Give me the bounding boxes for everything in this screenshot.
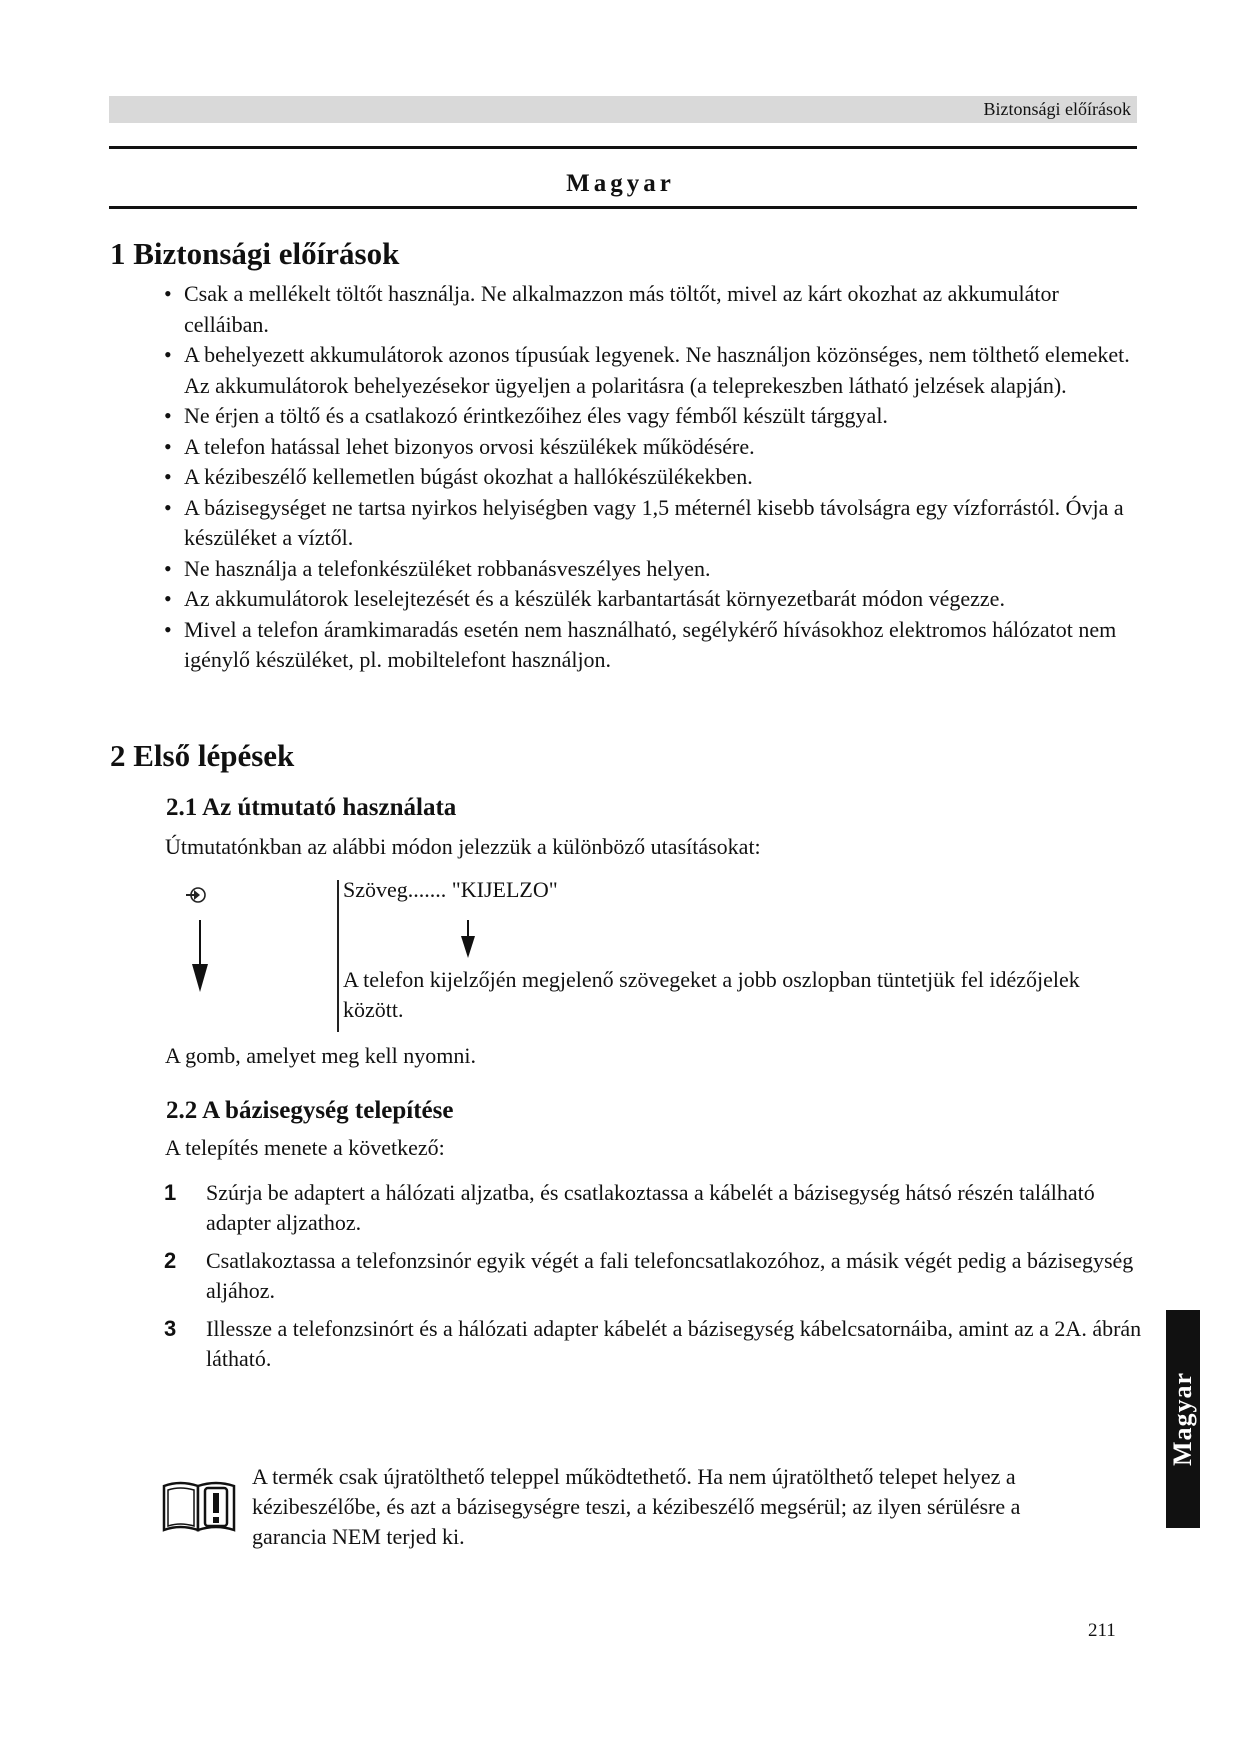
install-intro: A telepítés menete a következő: [165, 1135, 445, 1160]
list-item: • A behelyezett akkumulátorok azonos típusúak legyenek. Ne használjon közönséges, nem tölthető elemeket. Az akkumulátorok behelyezésekor ügyeljen a polaritásra (a teleprekeszben látható jelzések alapján). [164, 342, 1130, 398]
list-item: 1 Szúrja be adaptert a hálózati aljzatba, és csatlakoztassa a kábelét a bázisegység hátsó részén található adapter aljzathoz. [164, 1180, 1095, 1235]
list-item: • Az akkumulátorok leselejtezését és a készülék karbantartását környezetbarát módon végezze. [164, 586, 1005, 611]
guide-intro: Útmutatónkban az alábbi módon jelezzük a különböző utasításokat: [165, 834, 761, 859]
page-number: 211 [1088, 1620, 1116, 1641]
button-description: A gomb, amelyet meg kell nyomni. [165, 1043, 477, 1068]
list-item: • A bázisegységet ne tartsa nyirkos helyiségben vagy 1,5 méternél kisebb távolságra egy vízforrástól. Óvja a készüléket a víztől. [164, 494, 1124, 550]
language-title: Magyar [566, 170, 675, 197]
down-arrow-icon [460, 920, 476, 958]
section2-heading: 2 Első lépések [110, 738, 295, 773]
side-language-tab: Magyar [1166, 1310, 1200, 1528]
list-item: • Mivel a telefon áramkimaradás esetén nem használható, segélykérő hívásokhoz elektromos hálózatot nem igénylő készüléket, pl. mobiltelefont használjon. [164, 616, 1117, 672]
column-divider [337, 880, 339, 1032]
warning-note: A termék csak újratölthető teleppel működtethető. Ha nem újratölthető telepet helyez a kézibeszélőbe, és azt a bázisegységre teszi, a kézibeszélő megsérül; az ilyen sérülésre a garancia NEM terjed ki. [252, 1464, 1021, 1549]
list-item: 3 Illessze a telefonzsinórt és a hálózati adapter kábelét a bázisegység kábelcsatornáiba, amint az a 2A. ábrán látható. [164, 1316, 1142, 1371]
running-header-title: Biztonsági előírások [983, 99, 1131, 119]
header-rule-bottom [109, 206, 1137, 209]
list-item: • Ne használja a telefonkészüléket robbanásveszélyes helyen. [164, 555, 711, 581]
list-item: • Ne érjen a töltő és a csatlakozó érintkezőihez éles vagy fémből készült tárggyal. [164, 403, 888, 428]
display-description: A telefon kijelzőjén megjelenő szövegeket a jobb oszlopban tüntetjük fel idézőjelek között. [343, 967, 1080, 1022]
key-press-icon [184, 884, 208, 906]
header-rule-top [109, 146, 1137, 149]
list-item: • A telefon hatással lehet bizonyos orvosi készülékek működésére. [164, 433, 755, 459]
subsection-2-1-heading: 2.1 Az útmutató használata [166, 794, 457, 821]
list-item: • A kézibeszélő kellemetlen búgást okozhat a hallókészülékekben. [164, 464, 753, 489]
running-header [109, 96, 1137, 123]
safety-list [164, 279, 1144, 676]
subsection-2-2-heading: 2.2 A bázisegység telepítése [166, 1097, 454, 1124]
section1-heading: 1 Biztonsági előírások [110, 236, 400, 271]
install-steps [164, 1178, 1144, 1382]
list-item: • Csak a mellékelt töltőt használja. Ne alkalmazzon más töltőt, mivel az kárt okozhat az akkumulátor celláiban. [164, 281, 1059, 337]
list-item: 2 Csatlakoztassa a telefonzsinór egyik végét a fali telefoncsatlakozóhoz, a másik végét pedig a bázisegység aljához. [164, 1248, 1134, 1303]
display-text-example: Szöveg....... "KIJELZO" [343, 877, 558, 902]
manual-warning-icon [160, 1478, 238, 1534]
down-arrow-icon [190, 920, 210, 992]
